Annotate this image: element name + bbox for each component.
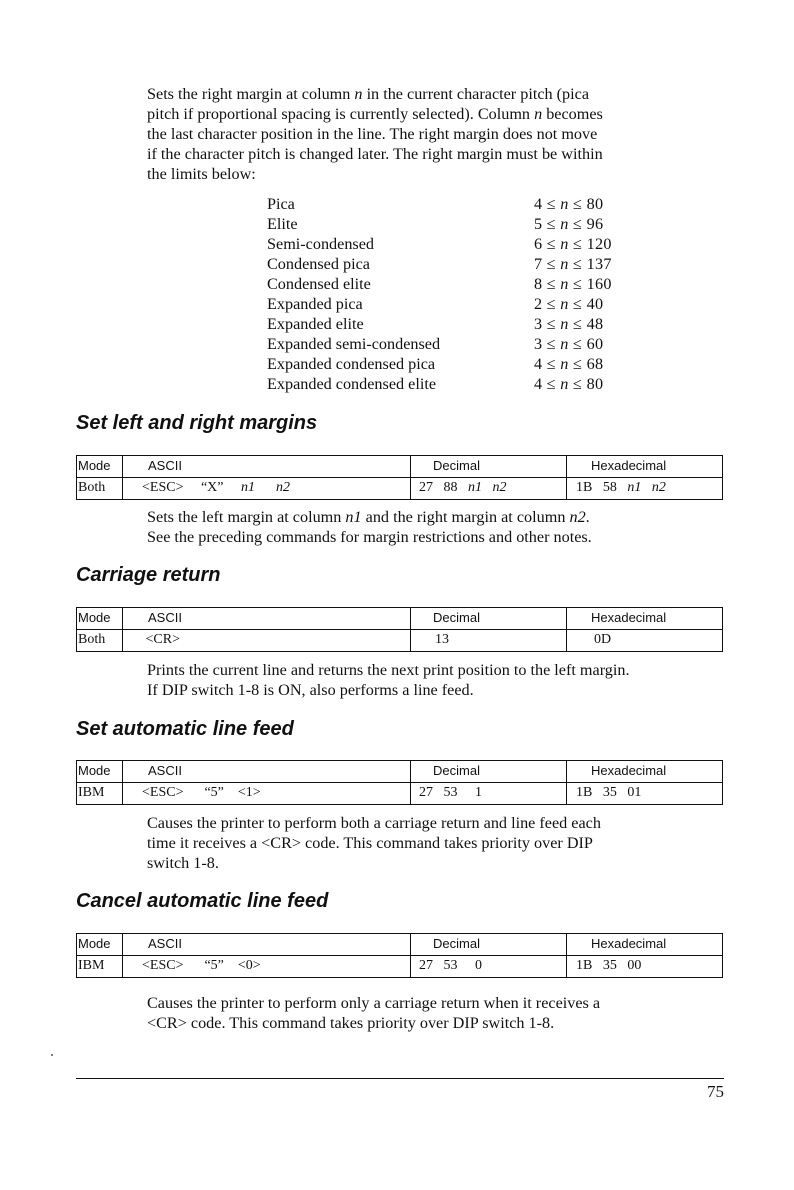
section-heading: Set left and right margins: [76, 412, 318, 434]
text-line: Sets the right margin at column n in the current character pitch (pica: [147, 85, 590, 103]
limit-row: [267, 194, 647, 214]
mode-header: Mode: [78, 610, 111, 625]
decimal-header: Decimal: [433, 763, 480, 778]
text-line: Prints the current line and returns the next print position to the left margin.: [147, 661, 630, 679]
limit-row: [267, 214, 647, 234]
hex-header: Hexadecimal: [591, 458, 667, 473]
hex-header: Hexadecimal: [591, 936, 667, 951]
limit-row: [267, 334, 647, 354]
limit-row: [267, 274, 647, 294]
hex-header: Hexadecimal: [591, 763, 667, 778]
text-line: See the preceding commands for margin restrictions and other notes.: [147, 528, 592, 546]
limit-row: [267, 254, 647, 274]
hex-value: 1B 35 01: [576, 785, 642, 800]
pitch-name: Expanded semi-condensed: [267, 335, 441, 353]
decimal-header: Decimal: [433, 458, 480, 473]
ascii-header: ASCII: [148, 763, 182, 778]
column-range: 3 ≤ n ≤ 48: [534, 315, 604, 333]
pitch-name: Expanded condensed pica: [267, 355, 436, 373]
section-heading: Cancel automatic line feed: [76, 890, 329, 912]
text-line: Causes the printer to perform only a carriage return when it receives a: [147, 994, 601, 1012]
mode-value: Both: [78, 632, 106, 647]
ascii-header: ASCII: [148, 458, 182, 473]
decimal-header: Decimal: [433, 610, 480, 625]
scan-speck: [51, 1054, 53, 1056]
pitch-name: Expanded elite: [267, 315, 364, 333]
mode-header: Mode: [78, 936, 111, 951]
section-description: [147, 993, 725, 1033]
hex-header: Hexadecimal: [591, 610, 667, 625]
limit-row: [267, 234, 647, 254]
section-description: [147, 507, 725, 547]
footer-rule: [76, 1078, 724, 1079]
limit-row: [267, 294, 647, 314]
section-description: [147, 813, 725, 873]
section-heading: Set automatic line feed: [76, 718, 294, 740]
column-range: 4 ≤ n ≤ 68: [534, 355, 604, 373]
hex-value: 1B 35 00: [576, 958, 642, 973]
decimal-value: 27 53 0: [419, 958, 482, 973]
text-line: pitch if proportional spacing is currently selected). Column n becomes: [147, 105, 603, 123]
mode-header: Mode: [78, 763, 111, 778]
mode-value: IBM: [78, 958, 105, 973]
column-range: 7 ≤ n ≤ 137: [534, 255, 612, 273]
column-range: 8 ≤ n ≤ 160: [534, 275, 612, 293]
ascii-value: <CR>: [142, 632, 180, 647]
section-heading: Carriage return: [76, 564, 221, 586]
hex-value: 0D: [594, 632, 612, 647]
limit-row: [267, 314, 647, 334]
ascii-header: ASCII: [148, 610, 182, 625]
pitch-name: Expanded condensed elite: [267, 375, 437, 393]
column-range: 4 ≤ n ≤ 80: [534, 375, 604, 393]
text-line: If DIP switch 1-8 is ON, also performs a line feed.: [147, 681, 474, 699]
command-table: [76, 933, 723, 977]
ascii-value: <ESC> “5” <0>: [142, 958, 261, 973]
mode-value: Both: [78, 480, 106, 495]
mode-value: IBM: [78, 785, 105, 800]
section-description: [147, 660, 725, 700]
text-line: switch 1-8.: [147, 854, 219, 872]
text-line: Sets the left margin at column n1 and the right margin at column n2.: [147, 508, 590, 526]
pitch-name: Condensed pica: [267, 255, 370, 273]
column-range: 2 ≤ n ≤ 40: [534, 295, 604, 313]
command-table: [76, 760, 723, 804]
mode-header: Mode: [78, 458, 111, 473]
decimal-header: Decimal: [433, 936, 480, 951]
text-line: time it receives a <CR> code. This command takes priority over DIP: [147, 834, 593, 852]
pitch-name: Expanded pica: [267, 295, 363, 313]
ascii-value: <ESC> “5” <1>: [142, 785, 261, 800]
text-line: <CR> code. This command takes priority over DIP switch 1-8.: [147, 1014, 555, 1032]
page-number: 75: [707, 1082, 724, 1101]
pitch-name: Condensed elite: [267, 275, 371, 293]
command-table: [76, 455, 723, 499]
hex-value: 1B 58 n1 n2: [576, 480, 666, 495]
decimal-value: 27 88 n1 n2: [419, 480, 507, 495]
column-range: 3 ≤ n ≤ 60: [534, 335, 604, 353]
column-range: 5 ≤ n ≤ 96: [534, 215, 604, 233]
margin-limits-table: [267, 194, 647, 394]
column-range: 4 ≤ n ≤ 80: [534, 195, 604, 213]
decimal-value: 27 53 1: [419, 785, 482, 800]
limit-row: [267, 374, 647, 394]
text-line: Causes the printer to perform both a carriage return and line feed each: [147, 814, 601, 832]
text-line: the last character position in the line. The right margin does not move: [147, 125, 598, 143]
column-range: 6 ≤ n ≤ 120: [534, 235, 612, 253]
limit-row: [267, 354, 647, 374]
command-table: [76, 607, 723, 651]
text-line: the limits below:: [147, 165, 256, 183]
pitch-name: Semi-condensed: [267, 235, 374, 253]
decimal-value: 13: [435, 632, 449, 647]
pitch-name: Pica: [267, 195, 295, 213]
text-line: if the character pitch is changed later. The right margin must be within: [147, 145, 603, 163]
right-margin-description: [147, 84, 725, 184]
ascii-value: <ESC> “X” n1 n2: [142, 480, 291, 495]
pitch-name: Elite: [267, 215, 298, 233]
ascii-header: ASCII: [148, 936, 182, 951]
